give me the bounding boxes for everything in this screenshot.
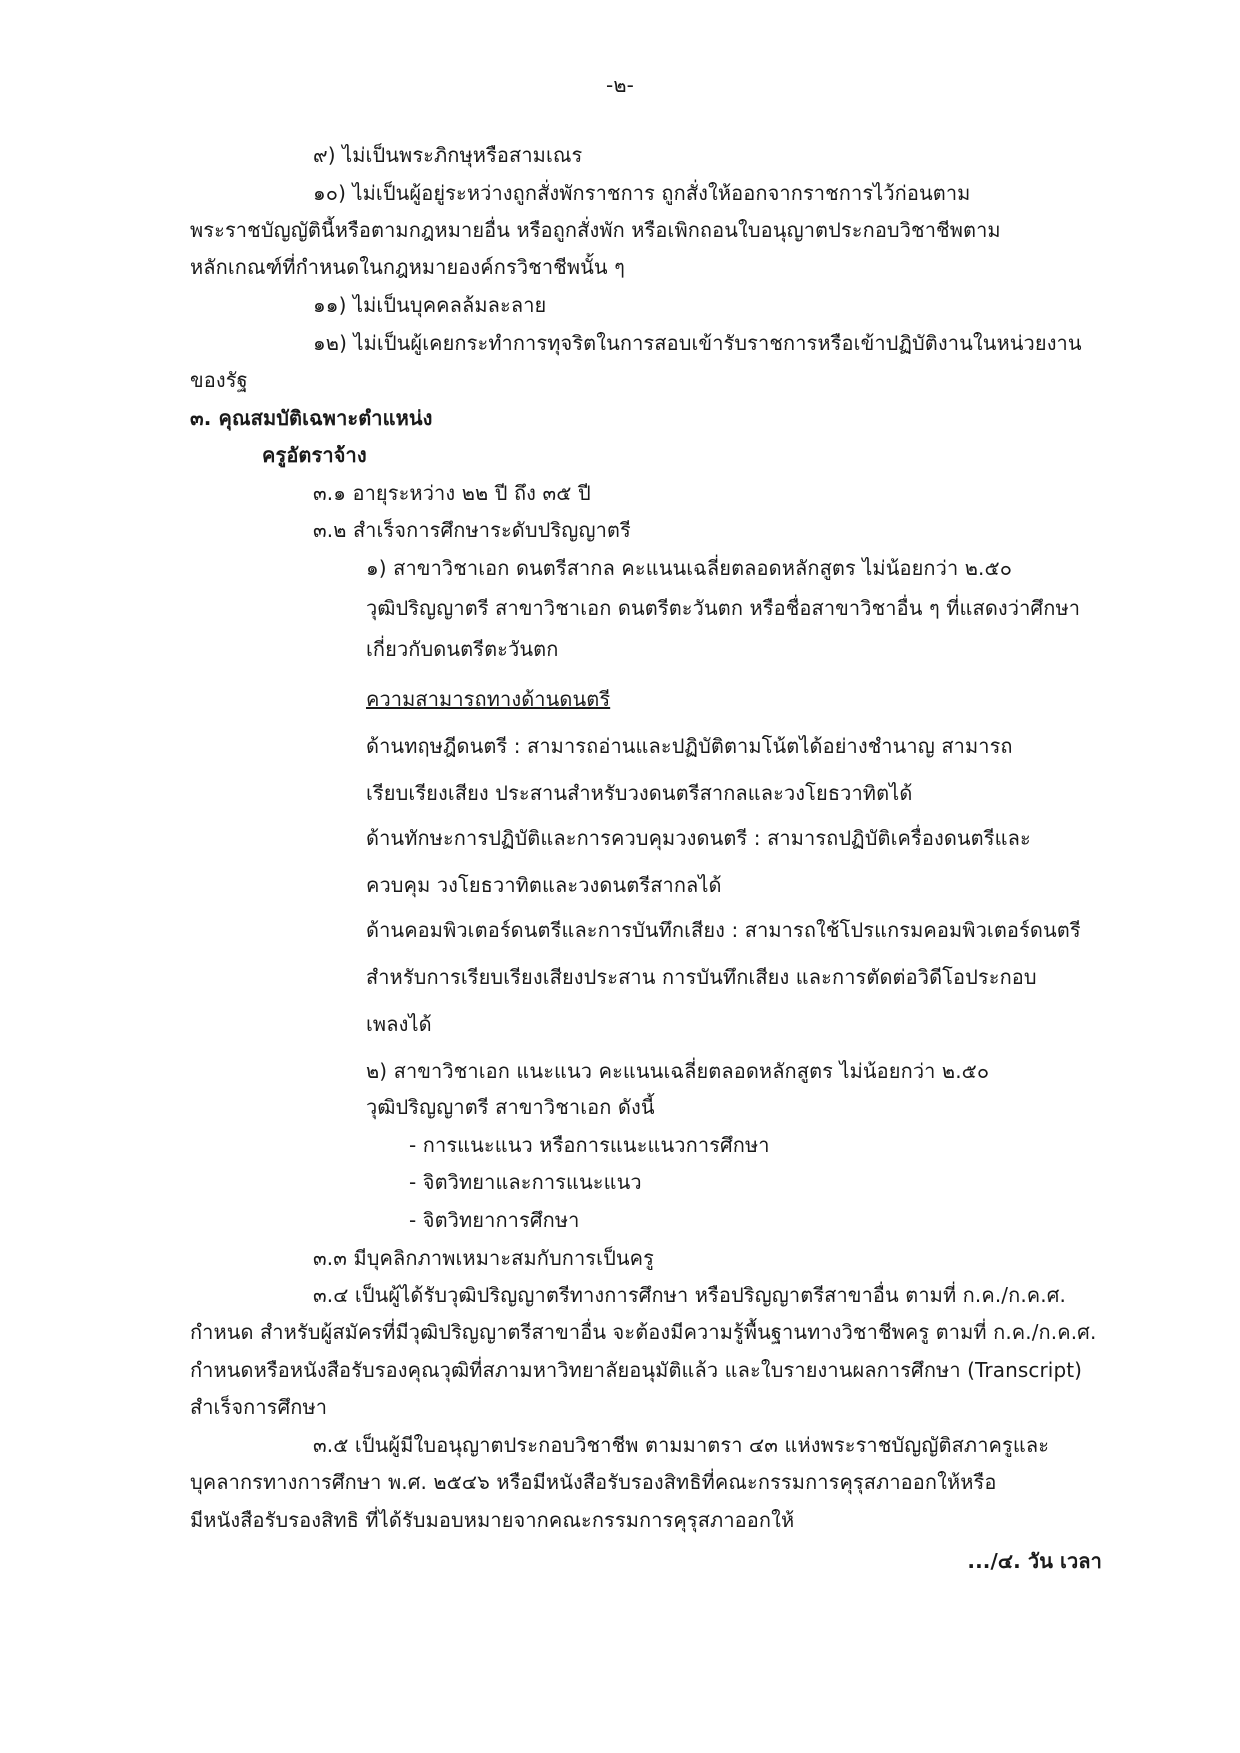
- major-psychology-guidance: - จิตวิทยาและการแนะแนว: [409, 1170, 642, 1194]
- subitem-1-line-3: เกี่ยวกับดนตรีตะวันตก: [366, 637, 559, 661]
- major-educational-psychology: - จิตวิทยาการศึกษา: [409, 1208, 580, 1232]
- item-3-4-line-3: กำหนดหรือหนังสือรับรองคุณวุฒิที่สภามหาวิทยาลัยอนุมัติแล้ว และใบรายงานผลการศึกษา (Transcript): [190, 1358, 1083, 1382]
- performance-line-1: ด้านทักษะการปฏิบัติและการควบคุมวงดนตรี : สามารถปฏิบัติเครื่องดนตรีและ: [366, 826, 1031, 850]
- computer-music-line-1: ด้านคอมพิวเตอร์ดนตรีและการบันทึกเสียง : สามารถใช้โปรแกรมคอมพิวเตอร์ดนตรี: [366, 918, 1081, 942]
- subitem-2-line-2: วุฒิปริญญาตรี สาขาวิชาเอก ดังนี้: [366, 1095, 655, 1119]
- position-title: ครูอัตราจ้าง: [262, 443, 367, 467]
- item-3-5-line-2: บุคลากรทางการศึกษา พ.ศ. ๒๕๔๖ หรือมีหนังสือรับรองสิทธิที่คณะกรรมการคุรุสภาออกให้หรือ: [190, 1470, 997, 1494]
- item-3-1: ๓.๑ อายุระหว่าง ๒๒ ปี ถึง ๓๕ ปี: [313, 481, 591, 505]
- item-3-5-line-3: มีหนังสือรับรองสิทธิ ที่ได้รับมอบหมายจากคณะกรรมการคุรุสภาออกให้: [190, 1508, 795, 1532]
- computer-music-line-2: สำหรับการเรียบเรียงเสียงประสาน การบันทึกเสียง และการตัดต่อวิดีโอประกอบ: [366, 965, 1037, 989]
- subitem-2-line-1: ๒) สาขาวิชาเอก แนะแนว คะแนนเฉลี่ยตลอดหลักสูตร ไม่น้อยกว่า ๒.๕๐: [366, 1059, 990, 1083]
- item-12-line-1: ๑๒) ไม่เป็นผู้เคยกระทำการทุจริตในการสอบเข้ารับราชการหรือเข้าปฏิบัติงานในหน่วยงาน: [313, 331, 1082, 355]
- item-3-2: ๓.๒ สำเร็จการศึกษาระดับปริญญาตรี: [313, 518, 631, 542]
- item-10-line-1: ๑๐) ไม่เป็นผู้อยู่ระหว่างถูกสั่งพักราชการ ถูกสั่งให้ออกจากราชการไว้ก่อนตาม: [313, 181, 971, 205]
- item-11: ๑๑) ไม่เป็นบุคคลล้มละลาย: [313, 293, 547, 317]
- music-theory-line-1: ด้านทฤษฎีดนตรี : สามารถอ่านและปฏิบัติตามโน้ตได้อย่างชำนาญ สามารถ: [366, 734, 1013, 758]
- item-3-4-line-1: ๓.๔ เป็นผู้ได้รับวุฒิปริญญาตรีทางการศึกษา หรือปริญญาตรีสาขาอื่น ตามที่ ก.ค./ก.ค.ศ.: [313, 1283, 1066, 1307]
- item-9: ๙) ไม่เป็นพระภิกษุหรือสามเณร: [313, 143, 583, 167]
- page-number: -๒-: [606, 73, 634, 97]
- subitem-1-line-2: วุฒิปริญญาตรี สาขาวิชาเอก ดนตรีตะวันตก หรือชื่อสาขาวิชาอื่น ๆ ที่แสดงว่าศึกษา: [366, 596, 1081, 620]
- item-3-3: ๓.๓ มีบุคลิกภาพเหมาะสมกับการเป็นครู: [313, 1246, 654, 1270]
- subitem-1-line-1: ๑) สาขาวิชาเอก ดนตรีสากล คะแนนเฉลี่ยตลอดหลักสูตร ไม่น้อยกว่า ๒.๕๐: [366, 556, 1013, 580]
- item-10-line-2: พระราชบัญญัตินี้หรือตามกฎหมายอื่น หรือถูกสั่งพัก หรือเพิกถอนใบอนุญาตประกอบวิชาชีพตาม: [190, 218, 1001, 242]
- item-10-line-3: หลักเกณฑ์ที่กำหนดในกฎหมายองค์กรวิชาชีพนั้น ๆ: [190, 255, 625, 279]
- continuation-marker: .../๔. วัน เวลา: [967, 1549, 1102, 1573]
- music-theory-line-2: เรียบเรียงเสียง ประสานสำหรับวงดนตรีสากลและวงโยธวาทิตได้: [366, 781, 913, 805]
- performance-line-2: ควบคุม วงโยธวาทิตและวงดนตรีสากลได้: [366, 873, 722, 897]
- item-3-4-line-2: กำหนด สำหรับผู้สมัครที่มีวุฒิปริญญาตรีสาขาอื่น จะต้องมีความรู้พื้นฐานทางวิชาชีพครู ตามที่ ก.ค./ก.ค.ศ.: [190, 1320, 1097, 1344]
- item-12-line-2: ของรัฐ: [190, 368, 248, 392]
- section-3-heading: ๓. คุณสมบัติเฉพาะตำแหน่ง: [190, 406, 433, 430]
- item-3-4-line-4: สำเร็จการศึกษา: [190, 1395, 328, 1419]
- item-3-5-line-1: ๓.๕ เป็นผู้มีใบอนุญาตประกอบวิชาชีพ ตามมาตรา ๔๓ แห่งพระราชบัญญัติสภาครูและ: [313, 1433, 1050, 1457]
- music-ability-heading: ความสามารถทางด้านดนตรี: [366, 687, 611, 711]
- major-guidance: - การแนะแนว หรือการแนะแนวการศึกษา: [409, 1133, 770, 1157]
- computer-music-line-3: เพลงได้: [366, 1012, 432, 1036]
